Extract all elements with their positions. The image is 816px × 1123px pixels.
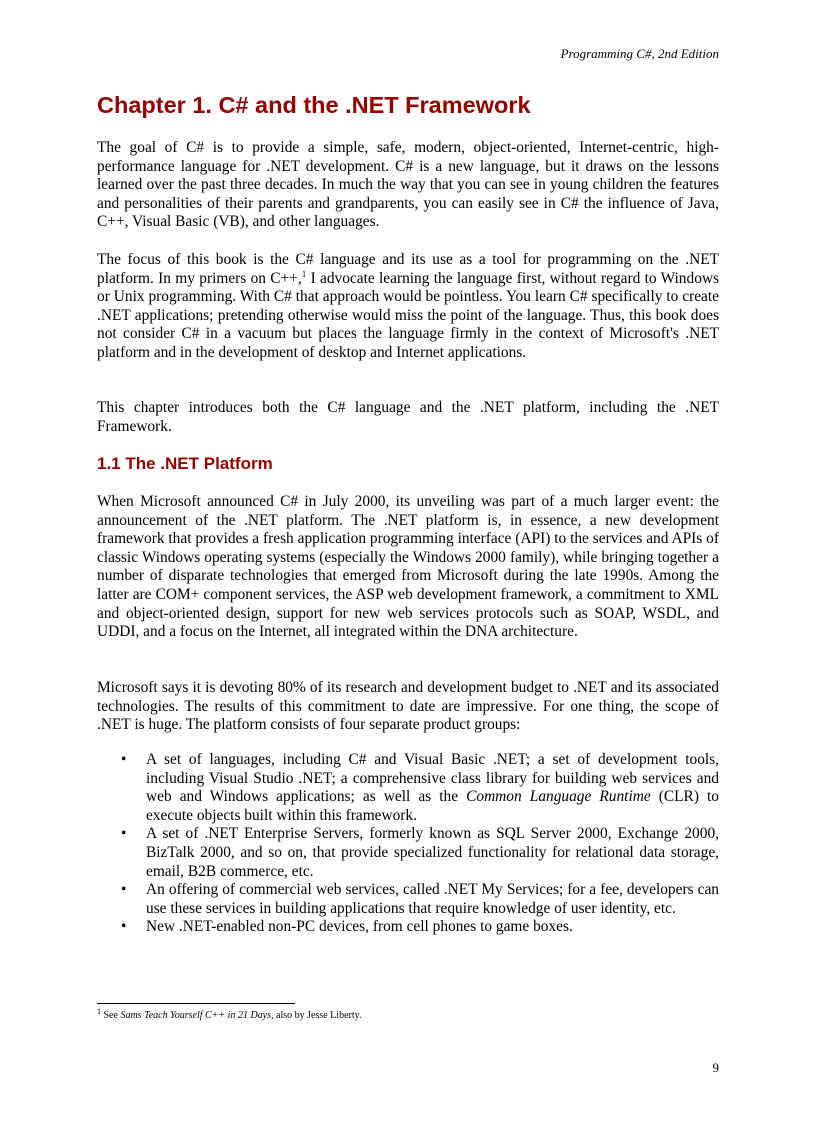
scope-paragraph: Microsoft says it is devoting 80% of its research and development budget to .NET and its associated technologies. The results of this commitment to date are impressive. For one thing, the scope of .NET is huge. The platform consists of four separate product groups: [97,679,719,734]
footnote-reference[interactable]: 1 [301,268,307,279]
bullet-marker: • [121,881,127,899]
footnote-number: 1 [97,1007,101,1016]
footnote-rest: also by Jesse Liberty. [273,1010,362,1021]
footnote [97,1007,362,1021]
list-item-text: New .NET-enabled non-PC devices, from cell phones to game boxes. [146,918,573,936]
list-item-text-continued: (CLR) to execute objects built within this framework. [146,788,719,824]
product-groups-list [97,751,719,937]
list-item [97,881,719,918]
list-item [97,918,719,937]
chapter-overview-paragraph: This chapter introduces both the C# language and the .NET platform, including the .NET Framework. [97,399,719,435]
bullet-marker: • [121,751,127,768]
running-header: Programming C#, 2nd Edition [560,46,719,61]
platform-paragraph: When Microsoft announced C# in July 2000, its unveiling was part of a much larger event: the announcement of the .NET platform. The .NET platform is, in essence, a new development framework that provides a fresh application programming interface (API) to the services and APIs of classic Windows operating systems (especially the Windows 2000 family), while bringing together a number of disparate technologies that emerged from Microsoft during the late 1990s. Among the latter are COM+ component services, the ASP web development framework, a commitment to XML and object-oriented design, support for new web services protocols such as SOAP, WSDL, and UDDI, and a focus on the Internet, all integrated within the DNA architecture. [97,493,719,641]
footnote-see: See [103,1010,121,1021]
list-item [97,825,719,881]
list-item [97,751,719,825]
footnote-divider [97,1003,295,1004]
chapter-title: Chapter 1. C# and the .NET Framework [97,92,531,118]
intro-paragraph: The goal of C# is to provide a simple, safe, modern, object-oriented, Internet-centric, high-performance language for .NET development. C# is a new language, but it draws on the lessons learned over the past three decades. In much the way that you can see in young children the features and personalities of their parents and grandparents, you can easily see in C# the influence of Java, C++, Visual Basic (VB), and other languages. [97,139,719,231]
focus-paragraph-text-continued: I advocate learning the language first, without regard to Windows or Unix programming. With C# that approach would be pointless. You learn C# specifically to create .NET applications; pretending otherwise would miss the point of the language. Thus, this book does not consider C# in a vacuum but places the language firmly in the context of Microsoft's .NET platform and in the development of desktop and Internet applications. [97,269,719,361]
focus-paragraph [97,251,719,363]
focus-paragraph-text: The focus of this book is the C# language and its use as a tool for programming on the .NET platform. In my primers on C++, [97,251,719,287]
bullet-marker: • [121,825,127,843]
list-item-text: An offering of commercial web services, called .NET My Services; for a fee, developers can use these services in building applications that require knowledge of user identity, etc. [146,881,719,917]
bullet-marker: • [121,918,127,936]
footnote-book-title: Sams Teach Yourself C++ in 21 Days, [120,1010,274,1021]
page-number: 9 [712,1060,719,1075]
section-title: 1.1 The .NET Platform [97,454,273,473]
list-item-text: A set of languages, including C# and Visual Basic .NET; a set of development tools, including Visual Studio .NET; a comprehensive class library for building web services and web and Windows applications; as well as the [146,751,719,806]
list-item-emphasis: Common Language Runtime [466,788,651,806]
list-item-text: A set of .NET Enterprise Servers, formerly known as SQL Server 2000, Exchange 2000, BizTalk 2000, and so on, that provide specialized functionality for relational data storage, email, B2B commerce, etc. [146,825,719,880]
